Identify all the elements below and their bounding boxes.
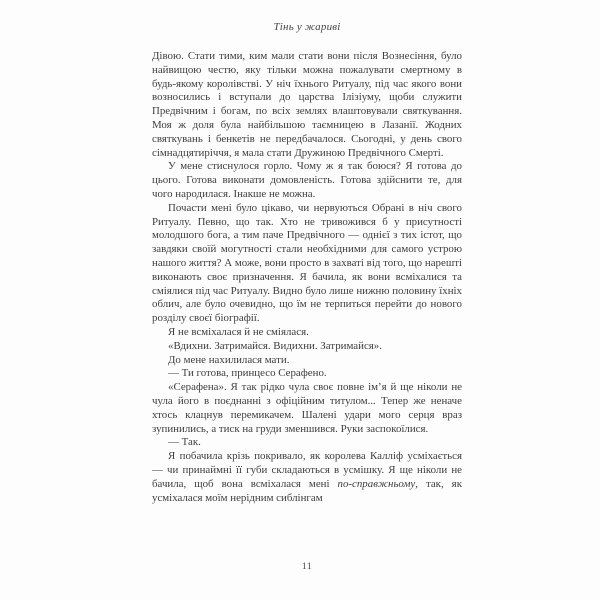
paragraph (152, 202, 462, 326)
text-run: — Ти готова, принцесо Серафено. (168, 367, 327, 380)
text-run: Дівою. Стати тими, ким мали стати вони після Вознесіння, було найвищою честю, яку тільки можна пожалувати смертному в будь-якому королівстві. У ніч їхнього Ритуалу, під час якого вони возносились і вступали до царства Ілізіуму, щоби служити Предвічним і богам, по всіх землях влаштовували святкування. Моя ж доля була найбільшою таємницею в Лазанії. Жодних святкувань і бенкетів не передбачалося. Сьогодні, у день свого сімнадцятиріччя, я мала стати Дружиною Предвічного Смерті. (152, 50, 462, 159)
text-run: Я не всміхалася й не сміялася. (168, 325, 309, 338)
paragraph (152, 436, 462, 450)
running-header: Тінь у жариві (273, 21, 341, 33)
paragraph (152, 50, 462, 160)
text-run: Почасти мені було цікаво, чи нервуються Обрані в ніч свого Ритуалу. Певно, що так. Хто не тривожився б у присутності молодшого бога, а тим паче Предвічного — однієї з тих істот, що завдяки своїй могутності стали необхідними для самого устрою нашого життя? А може, вони просто в захваті від того, що нарешті виконають своє призначення. Я бачила, як вони всміхалися та сміялися під час Ритуалу. Видно було лише нижню половину їхніх облич, але було очевидно, що їм не терпиться перейти до нового розділу своєї біографії. (152, 201, 462, 325)
text-run: Я побачила крізь покривало, як королева Калліф усміхається — чи принаймні її губи складаються в усмішку. Я ще ніколи не бачила, щоб вона всміхалася мені (152, 450, 462, 490)
paragraph (152, 450, 462, 505)
text-run: «Вдихни. Затримайся. Видихни. Затримайся». (168, 339, 382, 352)
emphasized-text: по-справжньому (337, 477, 416, 490)
text-run: «Серафена». Я так рідко чула своє повне ім’я й ще ніколи не чула його в поєднанні з офіційним титулом... Тепер же неначе хтось клацнув перемикачем. Шалені удари мого серця враз зупинились, а тиск на груди зменшився. Руки заспокоїлися. (152, 381, 462, 435)
paragraph (152, 340, 462, 354)
text-run: У мене стиснулося горло. Чому ж я так боюся? Я готова до цього. Готова виконати домовленість. Готова здійснити те, для чого народилася. Інакше не можна. (152, 160, 462, 200)
page-number: 11 (301, 562, 313, 572)
paragraph (152, 354, 462, 368)
paragraph (152, 326, 462, 340)
paragraph (152, 381, 462, 436)
text-run: , так, як усміхалася моїм нерідним сиблінгам (152, 477, 462, 504)
paragraph (152, 160, 462, 201)
body-text (152, 50, 462, 505)
text-run: До мене нахилилася мати. (168, 353, 290, 366)
text-run: — Так. (168, 436, 201, 449)
paragraph (152, 367, 462, 381)
